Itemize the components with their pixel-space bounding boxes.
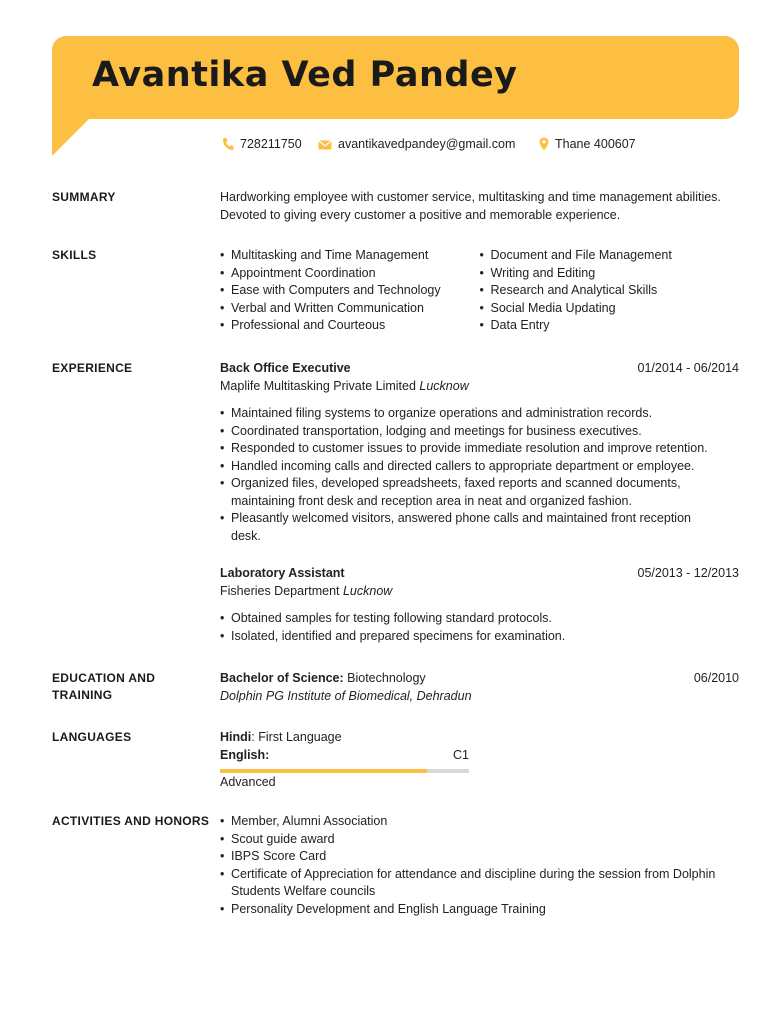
- location-text: Thane 400607: [555, 137, 636, 151]
- email-link[interactable]: avantikavedpandey@gmail.com: [338, 137, 516, 151]
- degree-line: [220, 670, 739, 688]
- company-name: Fisheries Department: [220, 583, 340, 598]
- experience-heading: EXPERIENCE: [52, 361, 133, 375]
- job-title: Laboratory Assistant: [220, 566, 345, 580]
- skill-item: • Data Entry: [480, 317, 740, 335]
- education-date: 06/2010: [693, 671, 739, 685]
- language-hindi: [220, 729, 469, 747]
- language-colon: :: [265, 747, 270, 762]
- duty-item: • Coordinated transportation, lodging and meetings for business executives.: [220, 423, 739, 441]
- location-pin-icon: [539, 137, 549, 151]
- company-name: Maplife Multitasking Private Limited: [220, 378, 416, 393]
- language-name: Hindi: [220, 730, 252, 744]
- job-title: Back Office Executive: [220, 361, 351, 375]
- education-heading-line: EDUCATION AND: [52, 671, 156, 685]
- duty-item: • Pleasantly welcomed visitors, answered phone calls and maintained front reception desk.: [220, 510, 739, 545]
- institute-name: Dolphin PG Institute of Biomedical, Dehradun: [220, 688, 472, 703]
- phone-text[interactable]: 728211750: [240, 137, 302, 151]
- job-duties: [220, 610, 739, 645]
- candidate-name: Avantika Ved Pandey: [92, 55, 518, 95]
- job-employer: [220, 378, 739, 396]
- duty-item: • Organized files, developed spreadsheets, faxed reports and scanned documents, maintaining front desk and reception area in neat and organized fashion.: [220, 475, 739, 510]
- duty-item: • Responded to customer issues to provide immediate resolution and improve retention.: [220, 440, 739, 458]
- education-heading: [52, 670, 155, 704]
- contact-email: [318, 137, 515, 151]
- activity-item: • Scout guide award: [220, 831, 739, 849]
- skill-item: • Social Media Updating: [480, 300, 740, 318]
- job-employer: [220, 583, 739, 601]
- duty-item: • Maintained filing systems to organize operations and administration records.: [220, 405, 739, 423]
- education-heading-line: TRAINING: [52, 688, 113, 702]
- duty-item: • Obtained samples for testing following standard protocols.: [220, 610, 739, 628]
- skills-column-right: [480, 247, 740, 335]
- languages-list: [220, 729, 469, 792]
- activities-heading: ACTIVITIES AND HONORS: [52, 814, 210, 828]
- job-entry: [220, 360, 739, 545]
- phone-icon: [222, 137, 234, 151]
- activity-item: • Member, Alumni Association: [220, 813, 739, 831]
- contact-phone: [222, 137, 302, 151]
- skills-list: [220, 247, 739, 335]
- language-name: English: [220, 747, 266, 762]
- activities-list: [220, 813, 739, 918]
- duty-item: • Isolated, identified and prepared specimens for examination.: [220, 628, 739, 646]
- duty-item: • Handled incoming calls and directed callers to appropriate department or employee.: [220, 458, 739, 476]
- summary-heading: SUMMARY: [52, 190, 116, 204]
- degree-name: Bachelor of Science:: [220, 671, 344, 685]
- language-proficiency-bar: [220, 769, 469, 773]
- language-level-code: C1: [453, 747, 469, 762]
- skill-item: • Verbal and Written Communication: [220, 300, 480, 318]
- skill-item: • Multitasking and Time Management: [220, 247, 480, 265]
- header-banner-tail: [52, 118, 90, 156]
- job-entry: [220, 565, 739, 645]
- company-location: Lucknow: [342, 583, 393, 598]
- company-location: Lucknow: [419, 378, 469, 393]
- envelope-icon: [318, 139, 332, 149]
- job-dates: 05/2013 - 12/2013: [637, 566, 739, 580]
- education-entry: [220, 670, 739, 705]
- summary-text: Hardworking employee with customer service, multitasking and time management abilities. Devoted to giving every customer a positive and memorable experience.: [220, 190, 721, 222]
- skill-item: • Appointment Coordination: [220, 265, 480, 283]
- skill-item: • Document and File Management: [480, 247, 740, 265]
- skill-item: • Professional and Courteous: [220, 317, 480, 335]
- job-dates: 01/2014 - 06/2014: [637, 361, 739, 375]
- language-english: [220, 747, 469, 765]
- languages-heading: LANGUAGES: [52, 730, 132, 744]
- activity-item: • Personality Development and English Language Training: [220, 901, 739, 919]
- degree-field: Biotechnology: [347, 671, 426, 685]
- language-level-description: Advanced: [220, 775, 276, 789]
- activity-item: • Certificate of Appreciation for attendance and discipline during the session from Dolphin Students Welfare councils: [220, 866, 739, 901]
- activity-item: • IBPS Score Card: [220, 848, 739, 866]
- skills-column-left: [220, 247, 480, 335]
- language-level: : First Language: [251, 730, 342, 744]
- skills-heading: SKILLS: [52, 248, 97, 262]
- job-duties: [220, 405, 739, 545]
- skill-item: • Research and Analytical Skills: [480, 282, 740, 300]
- language-proficiency-fill: [220, 769, 427, 773]
- skill-item: • Writing and Editing: [480, 265, 740, 283]
- skill-item: • Ease with Computers and Technology: [220, 282, 480, 300]
- contact-location: [539, 137, 636, 151]
